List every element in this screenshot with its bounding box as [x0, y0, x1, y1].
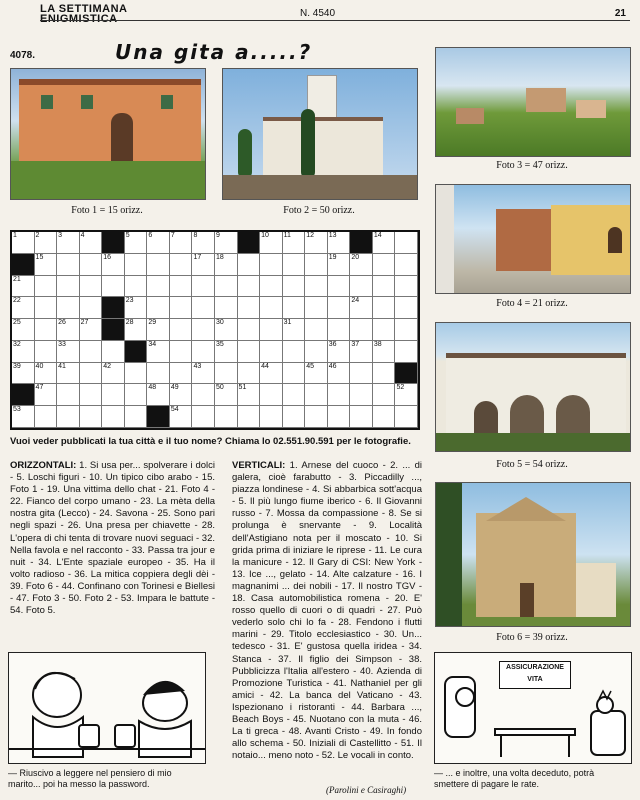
grid-cell[interactable] [305, 406, 328, 428]
grid-cell[interactable] [102, 406, 125, 428]
grid-cell[interactable]: 35 [215, 341, 238, 363]
photo-4-caption: Foto 4 = 21 orizz. [496, 298, 568, 309]
grid-cell[interactable] [395, 276, 418, 298]
photo-6-caption: Foto 6 = 39 orizz. [496, 632, 568, 643]
grid-cell[interactable]: 6 [147, 232, 170, 254]
grid-cell[interactable] [260, 254, 283, 276]
grid-cell[interactable] [80, 254, 103, 276]
authors-credit: (Parolini e Casiraghi) [326, 785, 407, 795]
grid-cell[interactable]: 50 [215, 384, 238, 406]
grid-cell[interactable] [328, 276, 351, 298]
grid-cell[interactable] [373, 319, 396, 341]
grid-cell[interactable] [170, 319, 193, 341]
grid-cell[interactable]: 31 [283, 319, 306, 341]
grid-cell[interactable] [238, 406, 261, 428]
grid-cell[interactable] [373, 406, 396, 428]
grid-cell[interactable] [395, 406, 418, 428]
grid-cell[interactable]: 22 [12, 297, 35, 319]
grid-cell[interactable]: 8 [192, 232, 215, 254]
grid-cell[interactable] [57, 276, 80, 298]
grid-cell[interactable] [80, 297, 103, 319]
grid-cell[interactable]: 33 [57, 341, 80, 363]
grid-cell[interactable]: 43 [192, 363, 215, 385]
grid-cell[interactable]: 1 [12, 232, 35, 254]
grid-cell[interactable]: 38 [373, 341, 396, 363]
grid-cell[interactable] [192, 341, 215, 363]
down-text: 1. Arnese del cuoco - 2. ... di galera, cioè farabutto - 3. Piccadilly ..., piazza londinese - 4. Si abbarbica sott'acqua - 5. Il più lungo fiume iberico - 6. Il Giovanni russo - 7. Mossa da compassione - 8. Se si prolunga è snervante - 9. Località dell'Astigiano nota per il moscato - 10. Si grida prima di iniziare le riprese - 11. Le cura la manicure - 12. Il Gary di CSI: New York - 13. Ice ..., gelato - 14. Alte calzature - 16. I magnanimi ... dei nobili - 17. Il nostro TGV - 18. Casa automobilistica romena - 20. E' rosso quello di cuori o di quadri - 27. Può vederlo solo chi lo fa - 28. Fendono i flutti marini - 29. Titolo ecclesiastico - 30. Un... tedesco - 31. E' gustosa quella iridea - 34. Stanca - 37. Il figlio dei Simpson - 38. Pubblicizza l'Italia all'estero - 40. Azienda di Promozione Turistica - 41. Nathaniel per gli amici - 42. La banca del Vaticano - 43. Ispezionano i ristoranti - 44. Barbara ..., Beach Boys - 45. Nuotano con la muta - 46. La ti greca - 48. Avanti Cristo - 49. In fondo allo schema - 50. Iniziali di Castellitto - 51. Il notaio... meno noto - 52. Le vocali in conto. [232, 460, 423, 762]
grid-cell[interactable] [328, 406, 351, 428]
grid-cell[interactable]: 11 [283, 232, 306, 254]
grid-cell[interactable] [395, 297, 418, 319]
insurance-sign: ASSICURAZIONE VITA [499, 661, 571, 689]
grid-cell[interactable]: 10 [260, 232, 283, 254]
grid-cell[interactable] [35, 406, 58, 428]
grid-cell[interactable] [170, 297, 193, 319]
grid-cell[interactable]: 32 [12, 341, 35, 363]
grid-cell[interactable] [80, 276, 103, 298]
grid-black-cell [238, 232, 261, 254]
photo-call-note: Vuoi veder pubblicati la tua città e il tuo nome? Chiama lo 02.551.90.591 per le fotografie. [10, 436, 411, 447]
grid-cell[interactable] [260, 341, 283, 363]
grid-cell[interactable]: 37 [350, 341, 373, 363]
photo-2-caption: Foto 2 = 50 orizz. [283, 205, 355, 216]
grid-cell[interactable] [192, 297, 215, 319]
grid-cell[interactable] [102, 341, 125, 363]
grid-cell[interactable] [328, 297, 351, 319]
grid-cell[interactable]: 27 [80, 319, 103, 341]
grid-cell[interactable] [238, 363, 261, 385]
grid-cell[interactable]: 41 [57, 363, 80, 385]
grid-cell[interactable] [35, 297, 58, 319]
grid-cell[interactable] [238, 297, 261, 319]
puzzle-title: Una gita a.....? [115, 40, 313, 64]
grid-cell[interactable] [215, 276, 238, 298]
photo-3-caption: Foto 3 = 47 orizz. [496, 160, 568, 171]
grid-cell[interactable]: 15 [35, 254, 58, 276]
grid-cell[interactable] [350, 276, 373, 298]
grid-cell[interactable] [283, 276, 306, 298]
grid-cell[interactable] [125, 254, 148, 276]
photo-2-church [222, 68, 418, 200]
grid-cell[interactable] [305, 384, 328, 406]
crossword-grid[interactable] [10, 230, 420, 430]
grid-cell[interactable]: 20 [350, 254, 373, 276]
grid-cell[interactable]: 39 [12, 363, 35, 385]
photo-4-street [435, 184, 631, 294]
grid-cell[interactable] [328, 384, 351, 406]
grid-cell[interactable]: 34 [147, 341, 170, 363]
photo-3-hill-village [435, 47, 631, 157]
grid-cell[interactable]: 3 [57, 232, 80, 254]
grid-cell[interactable] [125, 384, 148, 406]
grid-cell[interactable]: 18 [215, 254, 238, 276]
grid-cell[interactable] [238, 276, 261, 298]
grid-cell[interactable] [35, 319, 58, 341]
grid-cell[interactable] [305, 341, 328, 363]
grid-cell[interactable]: 19 [328, 254, 351, 276]
grid-cell[interactable]: 45 [305, 363, 328, 385]
grid-cell[interactable]: 21 [12, 276, 35, 298]
grid-cell[interactable] [395, 319, 418, 341]
grid-cell[interactable] [350, 363, 373, 385]
grid-cell[interactable]: 53 [12, 406, 35, 428]
grid-cell[interactable] [80, 363, 103, 385]
grid-cell[interactable]: 23 [125, 297, 148, 319]
grid-black-cell [350, 232, 373, 254]
grid-cell[interactable]: 4 [80, 232, 103, 254]
grid-cell[interactable]: 26 [57, 319, 80, 341]
grid-cell[interactable] [192, 276, 215, 298]
grid-cell[interactable] [260, 297, 283, 319]
grid-cell[interactable] [283, 406, 306, 428]
grid-cell[interactable] [147, 276, 170, 298]
grid-cell[interactable] [215, 297, 238, 319]
grid-cell[interactable] [80, 341, 103, 363]
grid-cell[interactable] [305, 276, 328, 298]
grid-cell[interactable] [80, 406, 103, 428]
cartoon-left [8, 652, 206, 764]
grid-cell[interactable] [305, 254, 328, 276]
grid-cell[interactable] [35, 276, 58, 298]
grid-cell[interactable] [373, 384, 396, 406]
grid-cell[interactable] [192, 319, 215, 341]
grid-cell[interactable] [373, 276, 396, 298]
down-clues [232, 460, 422, 762]
grid-cell[interactable]: 13 [328, 232, 351, 254]
grid-cell[interactable] [80, 384, 103, 406]
across-clues [10, 460, 215, 617]
grid-black-cell [395, 363, 418, 385]
photo-1-villa [10, 68, 206, 200]
grid-cell[interactable]: 24 [350, 297, 373, 319]
grid-cell[interactable]: 2 [35, 232, 58, 254]
grid-cell[interactable]: 5 [125, 232, 148, 254]
grid-cell[interactable]: 9 [215, 232, 238, 254]
grid-cell[interactable] [328, 319, 351, 341]
grid-cell[interactable] [170, 254, 193, 276]
grid-cell[interactable] [215, 406, 238, 428]
grid-cell[interactable] [147, 254, 170, 276]
grid-cell[interactable] [57, 384, 80, 406]
grid-cell[interactable]: 7 [170, 232, 193, 254]
grid-cell[interactable]: 54 [170, 406, 193, 428]
page-header [0, 0, 640, 24]
header-rule [40, 20, 630, 21]
photo-1-caption: Foto 1 = 15 orizz. [71, 205, 143, 216]
grid-cell[interactable] [57, 254, 80, 276]
grid-black-cell [12, 384, 35, 406]
grid-cell[interactable] [373, 363, 396, 385]
grid-cell[interactable]: 36 [328, 341, 351, 363]
grid-cell[interactable] [283, 384, 306, 406]
grid-cell[interactable] [215, 363, 238, 385]
grid-black-cell [125, 341, 148, 363]
grid-cell[interactable] [147, 363, 170, 385]
grid-cell[interactable] [102, 384, 125, 406]
grid-black-cell [12, 254, 35, 276]
grid-cell[interactable]: 52 [395, 384, 418, 406]
grid-cell[interactable] [260, 276, 283, 298]
grid-black-cell [102, 319, 125, 341]
issue-number: N. 4540 [300, 8, 336, 19]
photo-6-stone-church [435, 482, 631, 627]
grid-cell[interactable]: 14 [373, 232, 396, 254]
page-number: 21 [614, 8, 626, 19]
grid-cell[interactable] [305, 297, 328, 319]
grid-cell[interactable] [350, 406, 373, 428]
grid-black-cell [102, 297, 125, 319]
grid-cell[interactable] [125, 363, 148, 385]
grid-cell[interactable]: 42 [102, 363, 125, 385]
across-title: ORIZZONTALI: [10, 460, 77, 471]
grid-cell[interactable]: 46 [328, 363, 351, 385]
puzzle-number: 4078. [10, 50, 36, 61]
grid-cell[interactable] [350, 319, 373, 341]
grid-cell[interactable]: 16 [102, 254, 125, 276]
grid-cell[interactable] [395, 341, 418, 363]
grid-cell[interactable]: 25 [12, 319, 35, 341]
grid-cell[interactable] [57, 406, 80, 428]
grid-cell[interactable] [350, 384, 373, 406]
cartoon-left-caption: — Riuscivo a leggere nel pensiero di mio marito... poi ha messo la password. [8, 768, 172, 789]
cartoon-right [434, 652, 632, 764]
grid-cell[interactable]: 17 [192, 254, 215, 276]
grid-cell[interactable] [238, 319, 261, 341]
grid-cell[interactable]: 47 [35, 384, 58, 406]
grid-cell[interactable] [395, 232, 418, 254]
grid-cell[interactable] [35, 341, 58, 363]
grid-cell[interactable] [283, 341, 306, 363]
grid-cell[interactable] [260, 406, 283, 428]
grid-cell[interactable] [238, 341, 261, 363]
grid-cell[interactable]: 44 [260, 363, 283, 385]
cartoon-right-caption: — ... e inoltre, una volta deceduto, potrà smettere di pagare le rate. [434, 768, 595, 789]
grid-cell[interactable] [192, 384, 215, 406]
cartoon-insurance-drawing [435, 653, 631, 763]
grid-cell[interactable] [238, 254, 261, 276]
grid-cell[interactable] [170, 276, 193, 298]
down-title: VERTICALI: [232, 460, 286, 471]
grid-cell[interactable]: 30 [215, 319, 238, 341]
grid-cell[interactable] [147, 297, 170, 319]
grid-cell[interactable] [373, 297, 396, 319]
grid-cell[interactable] [102, 276, 125, 298]
grid-cell[interactable] [125, 406, 148, 428]
grid-black-cell [102, 232, 125, 254]
photo-5-caption: Foto 5 = 54 orizz. [496, 459, 568, 470]
grid-cell[interactable] [395, 254, 418, 276]
grid-cell[interactable] [125, 276, 148, 298]
grid-cell[interactable]: 12 [305, 232, 328, 254]
grid-cell[interactable] [260, 384, 283, 406]
grid-cell[interactable]: 40 [35, 363, 58, 385]
grid-cell[interactable] [283, 297, 306, 319]
grid-cell[interactable] [170, 363, 193, 385]
grid-cell[interactable] [57, 297, 80, 319]
grid-cell[interactable]: 49 [170, 384, 193, 406]
grid-cell[interactable] [260, 319, 283, 341]
magazine-brand: LA SETTIMANA ENIGMISTICA [40, 3, 128, 25]
across-text: 1. Si usa per... spolverare i dolci - 5. Loschi figuri - 10. Un tipico cibo arabo - 15. Foto 1 - 19. Una vittima dello chat - 21. Foto 4 - 22. Fianco del corpo umano - 23. La mèta della nostra gita (Lecco) - 24. Savona - 25. Sono pari negli spazi - 26. Una presa per chiavette - 28. L'opera di chi tenta di trovare nuovi seguaci - 32. Nella favola e nel racconto - 33. Passa tra jour e nuit - 34. L'Ente spaziale europeo - 35. Ha il volto radioso - 36. La mitica coppiera degli dèi - 39. Foto 6 - 44. Confinano con Torinesi e Biellesi - 47. Foto 3 - 50. Foto 2 - 53. Impara le battute - 54. Foto 5. [10, 460, 215, 617]
grid-black-cell [147, 406, 170, 428]
photo-5-building-arches [435, 322, 631, 452]
grid-cell[interactable]: 28 [125, 319, 148, 341]
grid-cell[interactable]: 48 [147, 384, 170, 406]
grid-cell[interactable] [373, 254, 396, 276]
cartoon-couple-drawing [9, 653, 205, 763]
grid-cell[interactable] [192, 406, 215, 428]
grid-cell[interactable] [305, 319, 328, 341]
grid-cell[interactable] [283, 363, 306, 385]
grid-cell[interactable]: 29 [147, 319, 170, 341]
grid-cell[interactable] [170, 341, 193, 363]
grid-cell[interactable] [283, 254, 306, 276]
grid-cell[interactable]: 51 [238, 384, 261, 406]
